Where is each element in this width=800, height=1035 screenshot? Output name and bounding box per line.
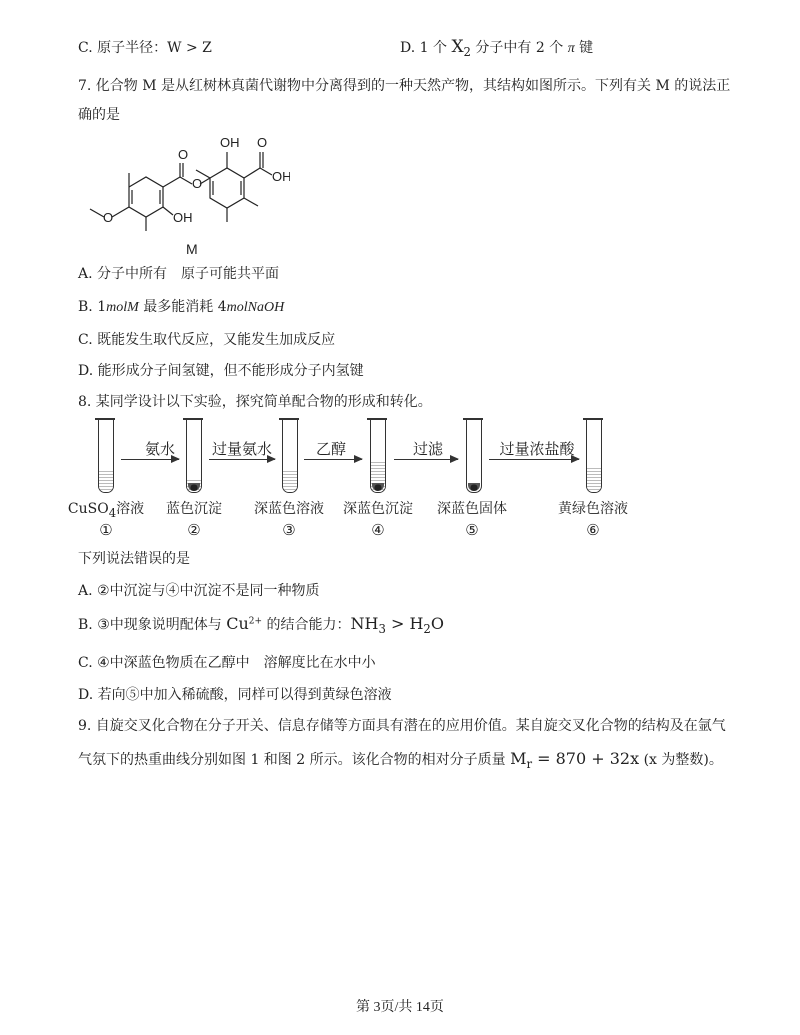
reagent-label-1: 氨水 bbox=[144, 440, 175, 458]
tube-label-3: 深蓝色溶液 bbox=[254, 501, 324, 517]
circle-num-4: ④ bbox=[371, 521, 385, 539]
q7-option-c: C. 既能发生取代反应，又能发生加成反应 bbox=[78, 332, 336, 348]
oh-bottom-label: OH bbox=[173, 210, 193, 225]
circle-num-6: ⑥ bbox=[586, 521, 600, 539]
tube-1 bbox=[98, 420, 114, 493]
q7-stem-line1: 7. 化合物 M 是从红树林真菌代谢物中分离得到的一种天然产物，其结构如图所示。下列有关 M 的说法正 bbox=[78, 78, 731, 94]
acid-oh-label: OH bbox=[272, 169, 290, 184]
q8-option-c: C. ④中深蓝色物质在乙醇中 溶解度比在水中小 bbox=[78, 655, 376, 671]
q6-option-d: D. 1 个 $X_2$ 分子中有 2 个 π 键 bbox=[400, 37, 594, 59]
page-footer: 第 3页/共 14页 bbox=[356, 1000, 444, 1015]
q6-option-c-math: W > Z bbox=[167, 40, 212, 56]
q8-option-d: D. 若向⑤中加入稀硫酸，同样可以得到黄绿色溶液 bbox=[78, 687, 392, 703]
acid-o-label: O bbox=[257, 135, 268, 150]
q7-option-a: A. 分子中所有 原子可能共平面 bbox=[78, 266, 280, 282]
q9-line2: 气氛下的热重曲线分别如图 1 和图 2 所示。该化合物的相对分子质量 $M_r = 870 + 32x$ (x 为整数)。 bbox=[78, 749, 723, 771]
q8-question: 下列说法错误的是 bbox=[78, 551, 190, 567]
reagent-label-2: 过量氨水 bbox=[211, 440, 272, 458]
circle-num-5: ⑤ bbox=[465, 521, 479, 539]
q8-option-b: B. ③中现象说明配体与 $Cu^{2+}$ 的结合能力：$NH_3 > H_2O$ bbox=[78, 614, 444, 636]
tube-label-6: 黄绿色溶液 bbox=[558, 501, 628, 517]
arrow-3 bbox=[304, 459, 362, 460]
arrow-2 bbox=[209, 459, 275, 460]
reagent-label-4: 过滤 bbox=[412, 440, 443, 458]
q8-option-a: A. ②中沉淀与④中沉淀不是同一种物质 bbox=[78, 583, 320, 599]
compound-m-label: M bbox=[186, 241, 198, 257]
tube-label-4: 深蓝色沉淀 bbox=[343, 501, 413, 517]
oh-top-label: OH bbox=[220, 135, 240, 150]
arrow-4 bbox=[394, 459, 458, 460]
q6-option-c: C. 原子半径：W > Z bbox=[78, 40, 212, 56]
tube-label-5: 深蓝色固体 bbox=[437, 501, 507, 517]
compound-m-structure bbox=[70, 125, 290, 264]
arrow-1 bbox=[121, 459, 179, 460]
q8-stem: 8. 某同学设计以下实验，探究简单配合物的形成和转化。 bbox=[78, 394, 432, 410]
q7-stem-line2: 确的是 bbox=[78, 107, 120, 123]
tube-6 bbox=[586, 420, 602, 493]
tube-label-1: CuSO$_4$溶液 bbox=[67, 501, 145, 520]
q9-line1: 9. 自旋交叉化合物在分子开关、信息存储等方面具有潜在的应用价值。某自旋交叉化合物的结构及在氩气 bbox=[78, 718, 726, 734]
q7-option-d: D. 能形成分子间氢键，但不能形成分子内氢键 bbox=[78, 363, 364, 379]
carbonyl-o-label: O bbox=[178, 147, 189, 162]
methoxy-o-label: O bbox=[103, 210, 114, 225]
circle-num-1: ① bbox=[99, 521, 113, 539]
reagent-label-5: 过量浓盐酸 bbox=[499, 440, 575, 458]
experiment-diagram bbox=[0, 412, 800, 542]
arrow-5 bbox=[489, 459, 579, 460]
circle-num-3: ③ bbox=[282, 521, 296, 539]
circle-num-2: ② bbox=[187, 521, 201, 539]
tube-label-2: 蓝色沉淀 bbox=[166, 501, 222, 517]
reagent-label-3: 乙醇 bbox=[315, 440, 346, 458]
ester-o-label: O bbox=[192, 176, 203, 191]
q7-option-b: B. 1molM 最多能消耗 4molNaOH bbox=[78, 299, 285, 315]
